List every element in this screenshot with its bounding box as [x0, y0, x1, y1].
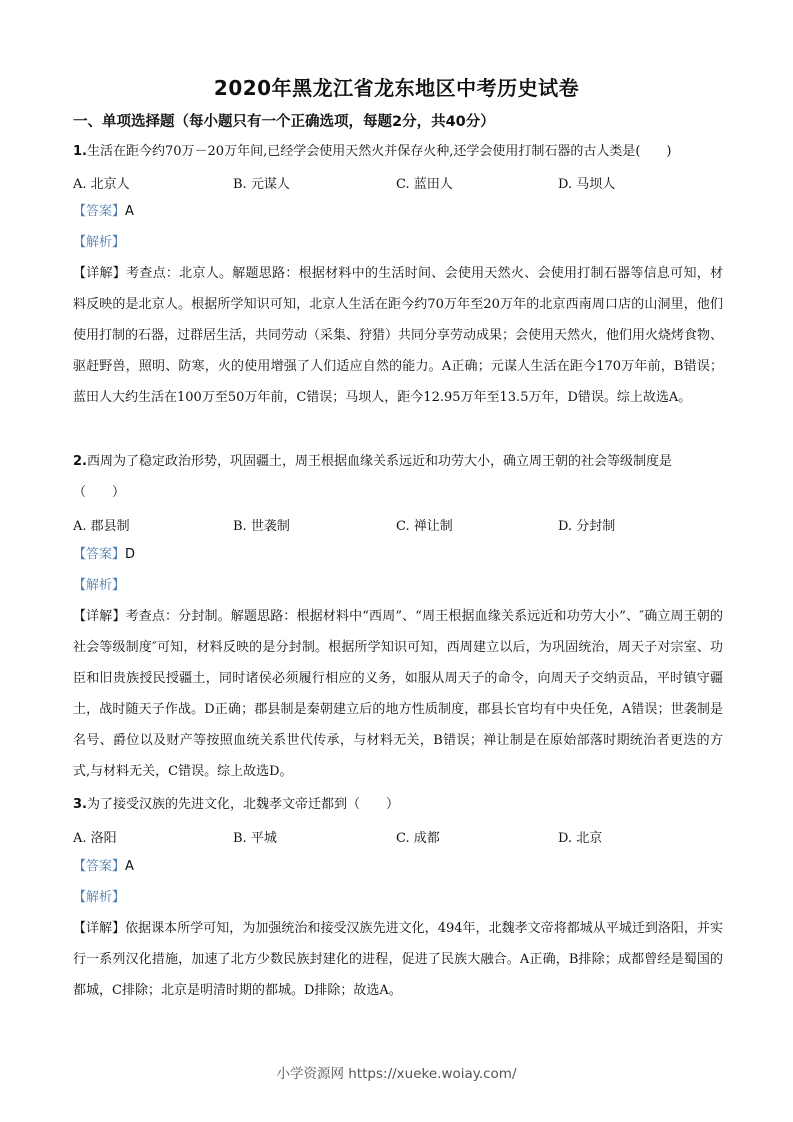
footer-watermark: 小学资源网 https://xueke.woiay.com/: [276, 1066, 517, 1082]
question-1-detail: 【详解】考查点：北京人。解题思路：根据材料中的生活时间、会使用天然火、会使用打制石器等信息可知，材料反映的是北京人。根据所学知识可知，北京人生活在距今约70万年至20万年的北京西南周口店的山洞里，他们使用打制的石器，过群居生活，共同劳动（采集、狩猎）共同分享劳动成果；会使用天然火，他们用火烧烤食物、驱赶野兽，照明、防寒，火的使用增强了人们适应自然的能力。A正确；元谋人生活在距今170万年前，B错误；蓝田人大约生活在100万至50万年前，C错误；马坝人，距今12.95万年至13.5万年，D错误。综上故选A。: [73, 266, 724, 405]
question-2-stem-cont: （ ）: [73, 485, 126, 500]
question-2-analysis-label: 【解析】: [73, 578, 126, 593]
page-title: 2020年黑龙江省龙东地区中考历史试卷: [213, 76, 580, 100]
question-1-stem: 1.生活在距今约70万－20万年间,已经学会使用天然火并保存火种,还学会使用打制石器的古人类是( ): [73, 144, 672, 159]
question-2-options: [73, 515, 723, 533]
question-2-stem: 2.西周为了稳定政治形势，巩固疆土，周王根据血缘关系远近和功劳大小，确立周王朝的社会等级制度是: [73, 454, 672, 469]
question-1-analysis-label: 【解析】: [73, 235, 126, 250]
option-a: A. 北京人: [73, 177, 130, 192]
option-d: D. 马坝人: [558, 177, 616, 192]
option-c: C. 禅让制: [396, 519, 453, 534]
option-d: D. 北京: [558, 831, 603, 846]
question-2-answer: 【答案】D: [73, 547, 136, 562]
option-b: B. 元谋人: [233, 177, 290, 192]
option-d: D. 分封制: [558, 519, 616, 534]
question-3-options: [73, 827, 723, 845]
section-heading: 一、单项选择题（每小题只有一个正确选项，每题2分，共40分）: [73, 114, 495, 130]
question-2-detail: 【详解】考查点：分封制。解题思路：根据材料中“西周”、“周王根据血缘关系远近和功劳大小”、″确立周王朝的社会等级制度″可知，材料反映的是分封制。根据所学知识可知，西周建立以后，为巩固统治，周天子对宗室、功臣和旧贵族授民授疆土，同时诸侯必须履行相应的义务，如服从周天子的命令，向周天子交纳贡品，平时镇守疆土，战时随天子作战。D正确；郡县制是秦朝建立后的地方性质制度，郡县长官均有中央任免，A错误；世袭制是名号、爵位以及财产等按照血统关系世代传承，与材料无关，B错误；禅让制是在原始部落时期统治者更迭的方式,与材料无关，C错误。综上故选D。: [73, 609, 723, 779]
question-1-answer: 【答案】A: [73, 204, 134, 219]
option-a: A. 郡县制: [73, 519, 130, 534]
question-1-options: [73, 173, 723, 191]
question-3-answer: 【答案】A: [73, 859, 134, 874]
option-b: B. 世袭制: [233, 519, 290, 534]
option-b: B. 平城: [233, 831, 277, 846]
option-c: C. 蓝田人: [396, 177, 453, 192]
question-3-detail: 【详解】依据课本所学可知，为加强统治和接受汉族先进文化，494年，北魏孝文帝将都城从平城迁到洛阳，并实行一系列汉化措施，加速了北方少数民族封建化的进程，促进了民族大融合。A正确，B排除；成都曾经是蜀国的都城，C排除；北京是明清时期的都城。D排除；故选A。: [73, 921, 723, 998]
question-3-analysis-label: 【解析】: [73, 890, 126, 905]
option-c: C. 成都: [396, 831, 440, 846]
option-a: A. 洛阳: [73, 831, 117, 846]
question-3-stem: 3.为了接受汉族的先进文化，北魏孝文帝迁都到（ ）: [73, 797, 399, 812]
